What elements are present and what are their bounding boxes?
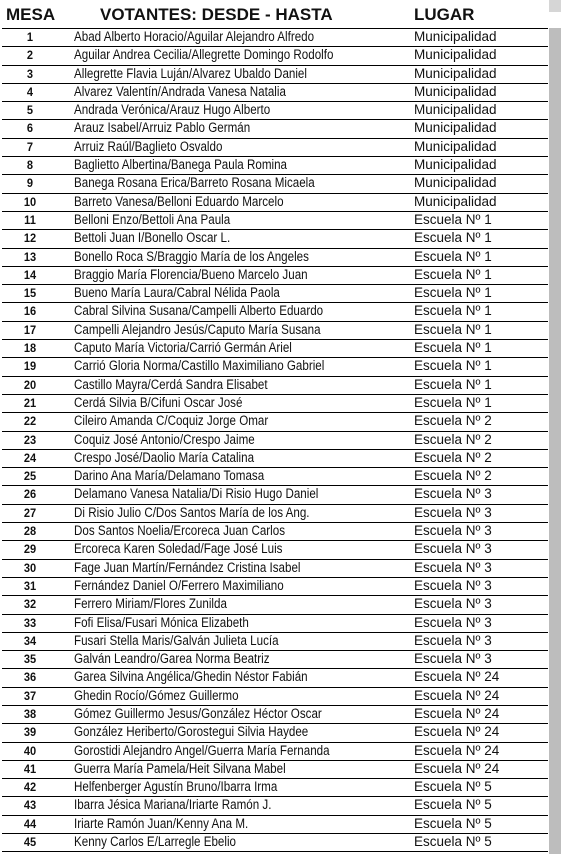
lugar-cell: Escuela Nº 5 [414, 797, 492, 813]
mesa-cell: 20 [23, 377, 37, 392]
votantes-cell: Dos Santos Noelia/Ercoreca Juan Carlos [74, 523, 286, 539]
votantes-cell: Guerra María Pamela/Heit Silvana Mabel [74, 760, 286, 776]
mesa-cell: 9 [26, 176, 34, 191]
mesa-cell: 27 [23, 505, 37, 520]
header-mesa: MESA [6, 5, 56, 24]
mesa-cell: 13 [23, 249, 37, 264]
votantes-cell: Crespo José/Daolio María Catalina [74, 449, 255, 465]
lugar-cell: Escuela Nº 1 [414, 266, 492, 282]
mesa-cell: 22 [23, 414, 37, 429]
table-row [2, 29, 548, 47]
mesa-cell: 19 [23, 359, 37, 374]
votantes-cell: Abad Alberto Horacio/Aguilar Alejandro Alfredo [74, 29, 315, 44]
table-row [2, 84, 548, 102]
table-row [2, 797, 548, 815]
mesa-cell: 43 [23, 798, 37, 813]
lugar-cell: Escuela Nº 3 [414, 632, 492, 648]
lugar-cell: Escuela Nº 1 [414, 321, 492, 337]
votantes-cell: Braggio María Florencia/Bueno Marcelo Juan [74, 266, 308, 282]
votantes-cell: Garea Silvina Angélica/Ghedin Néstor Fabián [74, 669, 308, 685]
votantes-cell: Coquiz José Antonio/Crespo Jaime [74, 431, 255, 447]
mesa-cell: 39 [23, 725, 37, 740]
table-row [2, 834, 548, 852]
votantes-cell: Galván Leandro/Garea Norma Beatriz [74, 651, 270, 667]
lugar-cell: Escuela Nº 3 [414, 559, 492, 575]
table-row [2, 303, 548, 321]
table-row [2, 486, 548, 504]
lugar-cell: Escuela Nº 24 [414, 705, 500, 721]
mesa-cell: 12 [23, 231, 37, 246]
table-row [2, 47, 548, 65]
table-row [2, 761, 548, 779]
table-row [2, 578, 548, 596]
table-row [2, 596, 548, 614]
mesa-cell: 32 [23, 597, 37, 612]
lugar-cell: Escuela Nº 1 [414, 230, 492, 246]
mesa-cell: 31 [23, 578, 37, 593]
mesa-cell: 26 [23, 487, 37, 502]
votantes-cell: Aguilar Andrea Cecilia/Allegrette Domingo Rodolfo [74, 47, 334, 63]
table-row [2, 743, 548, 761]
votantes-cell: Bettoli Juan I/Bonello Oscar L. [74, 230, 231, 246]
mesa-cell: 38 [23, 706, 37, 721]
votantes-cell: Caputo María Victoria/Carrió Germán Ariel [74, 340, 292, 356]
table-row [2, 322, 548, 340]
lugar-cell: Municipalidad [414, 193, 497, 209]
table-row [2, 157, 548, 175]
lugar-cell: Escuela Nº 3 [414, 651, 492, 667]
mesa-cell: 42 [23, 780, 37, 795]
votantes-cell: Kenny Carlos E/Larregle Ebelio [74, 834, 236, 850]
table-row [2, 669, 548, 687]
mesa-cell: 41 [23, 761, 37, 776]
table-row [2, 413, 548, 431]
mesa-cell: 1 [26, 30, 34, 44]
lugar-cell: Escuela Nº 3 [414, 614, 492, 630]
lugar-cell: Municipalidad [414, 65, 497, 81]
votantes-cell: Banega Rosana Erica/Barreto Rosana Micaela [74, 175, 315, 191]
lugar-cell: Escuela Nº 1 [414, 340, 492, 356]
table-row [2, 358, 548, 376]
votantes-cell: Castillo Mayra/Cerdá Sandra Elisabet [74, 376, 268, 392]
table-row [2, 194, 548, 212]
mesa-cell: 16 [23, 304, 37, 319]
votantes-cell: Arruiz Raúl/Baglieto Osvaldo [74, 138, 223, 154]
lugar-cell: Escuela Nº 24 [414, 724, 500, 740]
votantes-cell: Di Risio Julio C/Dos Santos María de los Ang. [74, 504, 310, 520]
lugar-cell: Escuela Nº 3 [414, 596, 492, 612]
table-header [0, 0, 565, 27]
votantes-cell: González Heriberto/Gorostegui Silvia Haydee [74, 724, 309, 740]
votantes-cell: Bonello Roca S/Braggio María de los Angeles [74, 248, 309, 264]
mesa-cell: 25 [23, 469, 37, 484]
lugar-cell: Municipalidad [414, 47, 497, 63]
table-row [2, 120, 548, 138]
lugar-cell: Escuela Nº 2 [414, 449, 492, 465]
table-row [2, 102, 548, 120]
mesa-cell: 4 [26, 84, 34, 99]
table-row [2, 285, 548, 303]
lugar-cell: Escuela Nº 3 [414, 486, 492, 502]
table-row [2, 468, 548, 486]
mesa-cell: 30 [23, 560, 37, 575]
lugar-cell: Municipalidad [414, 29, 497, 44]
lugar-cell: Escuela Nº 1 [414, 358, 492, 374]
votantes-cell: Carrió Gloria Norma/Castillo Maximiliano Gabriel [74, 358, 325, 374]
lugar-cell: Escuela Nº 2 [414, 431, 492, 447]
lugar-cell: Escuela Nº 2 [414, 413, 492, 429]
mesa-cell: 35 [23, 652, 37, 667]
mesa-cell: 37 [23, 688, 37, 703]
mesa-cell: 3 [26, 66, 34, 81]
table-row [2, 139, 548, 157]
votantes-cell: Cerdá Silvia B/Cifuni Oscar José [74, 394, 243, 410]
table-row [2, 615, 548, 633]
table-row [2, 66, 548, 84]
mesa-cell: 7 [26, 139, 34, 154]
mesa-cell: 10 [23, 194, 37, 209]
lugar-cell: Escuela Nº 5 [414, 779, 492, 795]
table-row [2, 340, 548, 358]
votantes-cell: Iriarte Ramón Juan/Kenny Ana M. [74, 815, 249, 831]
lugar-cell: Municipalidad [414, 157, 497, 173]
votantes-cell: Belloni Enzo/Bettoli Ana Paula [74, 211, 231, 227]
mesa-cell: 29 [23, 542, 37, 557]
mesa-cell: 34 [23, 633, 37, 648]
shade-bar [549, 28, 561, 854]
lugar-cell: Escuela Nº 5 [414, 834, 492, 850]
mesa-cell: 23 [23, 432, 37, 447]
votantes-cell: Ercoreca Karen Soledad/Fage José Luis [74, 541, 283, 557]
lugar-cell: Municipalidad [414, 138, 497, 154]
lugar-cell: Escuela Nº 5 [414, 815, 492, 831]
mesa-cell: 2 [26, 48, 34, 63]
table-row [2, 688, 548, 706]
lugar-cell: Escuela Nº 3 [414, 541, 492, 557]
lugar-cell: Escuela Nº 24 [414, 669, 500, 685]
lugar-cell: Escuela Nº 3 [414, 504, 492, 520]
mesa-cell: 14 [23, 267, 37, 282]
mesa-cell: 40 [23, 743, 37, 758]
votantes-cell: Ghedin Rocío/Gómez Guillermo [74, 687, 239, 703]
table-row [2, 633, 548, 651]
votantes-cell: Darino Ana María/Delamano Tomasa [74, 468, 265, 484]
lugar-cell: Escuela Nº 24 [414, 687, 500, 703]
table-row [2, 816, 548, 834]
table-row [2, 724, 548, 742]
table-row [2, 432, 548, 450]
lugar-cell: Escuela Nº 24 [414, 742, 500, 758]
votantes-cell: Campelli Alejandro Jesús/Caputo María Susana [74, 321, 321, 337]
table-row [2, 706, 548, 724]
votantes-cell: Fusari Stella Maris/Galván Julieta Lucía [74, 632, 279, 648]
header-votantes: VOTANTES: DESDE - HASTA [100, 5, 333, 24]
lugar-cell: Escuela Nº 1 [414, 303, 492, 319]
mesa-cell: 45 [23, 835, 37, 850]
table-row [2, 523, 548, 541]
lugar-cell: Escuela Nº 1 [414, 211, 492, 227]
votantes-cell: Helfenberger Agustín Bruno/Ibarra Irma [74, 779, 278, 795]
table-row [2, 541, 548, 559]
mesa-cell: 28 [23, 524, 37, 539]
table-row [2, 505, 548, 523]
votantes-cell: Arauz Isabel/Arruiz Pablo Germán [74, 120, 251, 136]
votantes-cell: Baglietto Albertina/Banega Paula Romina [74, 157, 287, 173]
lugar-cell: Escuela Nº 1 [414, 285, 492, 301]
votantes-cell: Allegrette Flavia Luján/Alvarez Ubaldo Daniel [74, 65, 307, 81]
mesa-cell: 44 [23, 816, 37, 831]
lugar-cell: Municipalidad [414, 102, 497, 118]
mesa-cell: 18 [23, 341, 37, 356]
mesa-cell: 6 [26, 121, 34, 136]
mesa-cell: 5 [26, 103, 34, 118]
mesa-cell: 17 [23, 322, 37, 337]
mesa-cell: 11 [24, 212, 36, 227]
lugar-cell: Municipalidad [414, 120, 497, 136]
voting-table [2, 28, 548, 852]
table-row [2, 267, 548, 285]
votantes-cell: Fofi Elisa/Fusari Mónica Elizabeth [74, 614, 249, 630]
lugar-cell: Municipalidad [414, 83, 497, 99]
votantes-cell: Alvarez Valentín/Andrada Vanesa Natalia [74, 83, 286, 99]
table-row [2, 249, 548, 267]
mesa-cell: 33 [23, 615, 37, 630]
votantes-cell: Fage Juan Martín/Fernández Cristina Isabel [74, 559, 301, 575]
mesa-cell: 24 [23, 450, 37, 465]
table-row [2, 450, 548, 468]
votantes-cell: Cabral Silvina Susana/Campelli Alberto Eduardo [74, 303, 324, 319]
table-row [2, 395, 548, 413]
mesa-cell: 21 [23, 395, 37, 410]
lugar-cell: Escuela Nº 24 [414, 760, 500, 776]
votantes-cell: Delamano Vanesa Natalia/Di Risio Hugo Daniel [74, 486, 319, 502]
votantes-cell: Gorostidi Alejandro Angel/Guerra María Fernanda [74, 742, 330, 758]
lugar-cell: Escuela Nº 1 [414, 394, 492, 410]
lugar-cell: Escuela Nº 1 [414, 248, 492, 264]
mesa-cell: 8 [26, 158, 34, 173]
header-lugar: LUGAR [414, 5, 475, 24]
table-row [2, 779, 548, 797]
table-row [2, 230, 548, 248]
mesa-cell: 15 [23, 286, 37, 301]
lugar-cell: Escuela Nº 3 [414, 577, 492, 593]
votantes-cell: Ibarra Jésica Mariana/Iriarte Ramón J. [74, 797, 272, 813]
mesa-cell: 36 [23, 670, 37, 685]
votantes-cell: Andrada Verónica/Arauz Hugo Alberto [74, 102, 271, 118]
votantes-cell: Bueno María Laura/Cabral Nélida Paola [74, 285, 280, 301]
votantes-cell: Fernández Daniel O/Ferrero Maximiliano [74, 577, 284, 593]
votantes-cell: Gómez Guillermo Jesus/González Héctor Oscar [74, 705, 322, 721]
votantes-cell: Ferrero Miriam/Flores Zunilda [74, 596, 227, 612]
table-row [2, 377, 548, 395]
shade-corner [549, 0, 561, 12]
table-row [2, 651, 548, 669]
table-row [2, 560, 548, 578]
votantes-cell: Barreto Vanesa/Belloni Eduardo Marcelo [74, 193, 284, 209]
lugar-cell: Municipalidad [414, 175, 497, 191]
table-row [2, 212, 548, 230]
lugar-cell: Escuela Nº 2 [414, 468, 492, 484]
table-row [2, 175, 548, 193]
votantes-cell: Cileiro Amanda C/Coquiz Jorge Omar [74, 413, 269, 429]
lugar-cell: Escuela Nº 1 [414, 376, 492, 392]
lugar-cell: Escuela Nº 3 [414, 523, 492, 539]
